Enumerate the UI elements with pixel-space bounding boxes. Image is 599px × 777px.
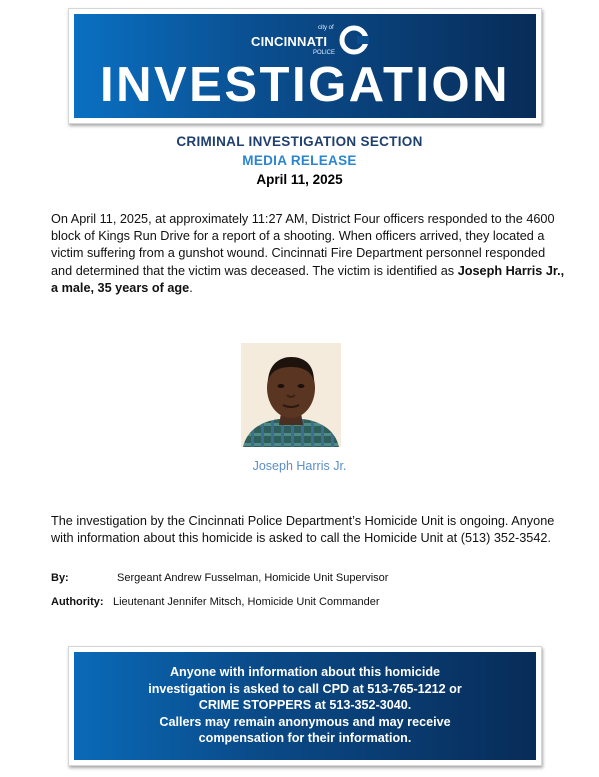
tip-line-2: investigation is asked to call CPD at 513-765-1212 or bbox=[148, 681, 462, 696]
logo-city-of: city of bbox=[318, 25, 334, 31]
release-date: April 11, 2025 bbox=[256, 172, 343, 187]
photo-caption: Joseph Harris Jr. bbox=[252, 459, 347, 473]
tip-line-4: Callers may remain anonymous and may receive bbox=[159, 714, 451, 729]
incident-text-end: . bbox=[189, 280, 193, 295]
authority-value: Lieutenant Jennifer Mitsch, Homicide Unit Commander bbox=[113, 596, 380, 608]
banner-background bbox=[74, 14, 536, 118]
section-subtitle: MEDIA RELEASE bbox=[242, 153, 357, 168]
victim-portrait-image bbox=[241, 343, 341, 447]
victim-photo bbox=[241, 343, 341, 447]
incident-text: On April 11, 2025, at approximately 11:27 AM, District Four officers responded to the 4600 block of Kings Run Drive for a report of a shooting. When officers arrived, they located a victim suffering from a gunshot wound. Cincinnati Fire Department personnel responded and determined that the victim was deceased. The victim is identified as bbox=[51, 212, 555, 278]
logo-c-icon bbox=[339, 25, 369, 55]
tip-line-1: Anyone with information about this homicide bbox=[169, 665, 441, 679]
tip-line-5: compensation for their information. bbox=[198, 731, 412, 745]
cincinnati-police-logo bbox=[251, 23, 371, 57]
logo-police: POLICE bbox=[313, 50, 336, 56]
incident-paragraph bbox=[51, 211, 565, 297]
tip-line-3: CRIME STOPPERS at 513-352-3040. bbox=[198, 698, 412, 712]
authority-label: Authority: bbox=[51, 596, 104, 608]
contact-paragraph: The investigation by the Cincinnati Police Department’s Homicide Unit is ongoing. Anyone with information about this homicide is asked to call the Homicide Unit at (513) 352-3542. bbox=[51, 514, 555, 546]
tip-line-background bbox=[74, 652, 536, 760]
investigation-banner bbox=[68, 8, 542, 124]
logo-name: CINCINNATI bbox=[251, 34, 328, 49]
section-title: CRIMINAL INVESTIGATION SECTION bbox=[176, 134, 423, 149]
tip-line-banner bbox=[68, 646, 542, 766]
by-value: Sergeant Andrew Fusselman, Homicide Unit Supervisor bbox=[117, 572, 389, 584]
victim-identity: Joseph Harris Jr., a male, 35 years of age bbox=[51, 263, 565, 295]
headline: INVESTIGATION bbox=[99, 58, 510, 112]
by-label: By: bbox=[51, 572, 69, 584]
